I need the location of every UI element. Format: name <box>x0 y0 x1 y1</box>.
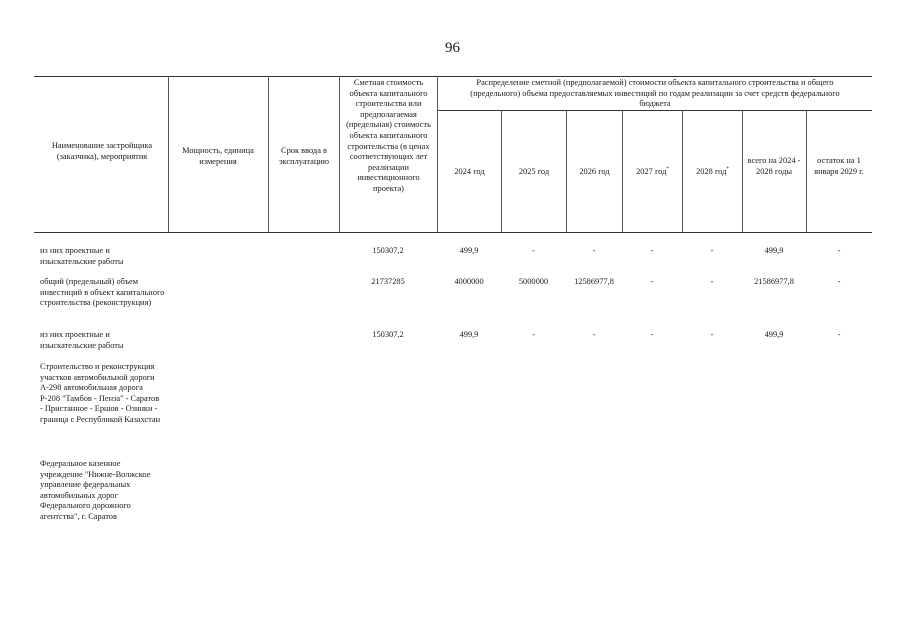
cell-remainder: - <box>837 246 841 255</box>
header-year-2027-label: 2027 год <box>636 167 667 176</box>
column-divider <box>806 110 807 232</box>
header-name: Наименование застройщика (заказчика), мероприятия <box>51 141 153 161</box>
cell-2025: - <box>532 330 535 339</box>
header-remainder: остаток на 1 января 2029 г. <box>814 156 864 176</box>
cell-2028: - <box>710 330 714 339</box>
cell-2027: - <box>650 277 654 286</box>
cell-total: 21586977,8 <box>754 277 794 286</box>
cell-2024: 4000000 <box>454 277 484 286</box>
header-estimated-cost: Сметная стоимость объекта капитального строительства или предполагаемая (предельная) стоимость объекта капитального строительства (в ценах соответствующих лет реализации инвестиционного проекта) <box>346 78 431 193</box>
footnote-mark: * <box>666 167 669 173</box>
table-top-rule <box>34 76 872 77</box>
page-number: 96 <box>445 40 460 56</box>
cell-2024: 499,9 <box>459 246 479 255</box>
cell-2028: - <box>710 277 714 286</box>
row-name: Федеральное казенное учреждение "Нижне-Волжское управление федеральных автомобильных дорог Федерального дорожного агентства", г. Саратов <box>40 459 151 521</box>
row-name: общий (предельный) объем инвестиций в объект капитального строительства (реконструкция) <box>40 277 165 308</box>
header-commissioning: Срок ввода в эксплуатацию <box>278 146 330 166</box>
footnote-mark: * <box>726 167 729 173</box>
cell-2026: - <box>592 246 596 255</box>
cell-2026: - <box>592 330 596 339</box>
cell-cost: 21737285 <box>371 277 405 286</box>
table-header-bottom-rule <box>34 232 872 233</box>
cell-2024: 499,9 <box>459 330 479 339</box>
cell-total: 499,9 <box>764 330 784 339</box>
cell-2026: 12586977,8 <box>574 277 614 286</box>
header-year-2028-label: 2028 год <box>696 167 727 176</box>
column-divider <box>339 76 340 232</box>
cell-cost: 150307,2 <box>372 246 404 255</box>
row-name: Строительство и реконструкция участков автомобильной дороги А-298 автомобильная дорога Р-208 "Тамбов - Пенза" - Саратов - Пристанное - Ершов - Озинки - граница с Республикой Казахстан <box>40 362 161 424</box>
header-capacity: Мощность, единица измерения <box>182 146 254 166</box>
cell-2027: - <box>650 330 654 339</box>
cell-remainder: - <box>837 277 841 286</box>
cell-total: 499,9 <box>764 246 784 255</box>
header-distribution: Распределение сметной (предполагаемой) стоимости объекта капитального строительства и общего (предельного) объема предоставляемых инвестиций по годам реализации за счет средств федерального бюджета <box>470 78 840 109</box>
column-divider <box>168 76 169 232</box>
cell-cost: 150307,2 <box>372 330 404 339</box>
row-name: из них проектные и изыскательские работы <box>40 330 124 350</box>
cell-2027: - <box>650 246 654 255</box>
header-year-2026: 2026 год <box>579 167 610 176</box>
row-name: из них проектные и изыскательские работы <box>40 246 124 266</box>
cell-remainder: - <box>837 330 841 339</box>
header-year-2025: 2025 год <box>518 167 550 176</box>
header-year-2027 <box>623 167 682 178</box>
header-year-2028 <box>683 167 742 178</box>
column-divider <box>742 110 743 232</box>
header-total: всего на 2024 - 2028 годы <box>747 156 801 176</box>
column-divider <box>437 76 438 232</box>
cell-2028: - <box>710 246 714 255</box>
header-year-2024: 2024 год <box>454 167 485 176</box>
column-divider <box>268 76 269 232</box>
cell-2025: 5000000 <box>518 277 549 286</box>
cell-2025: - <box>532 246 535 255</box>
